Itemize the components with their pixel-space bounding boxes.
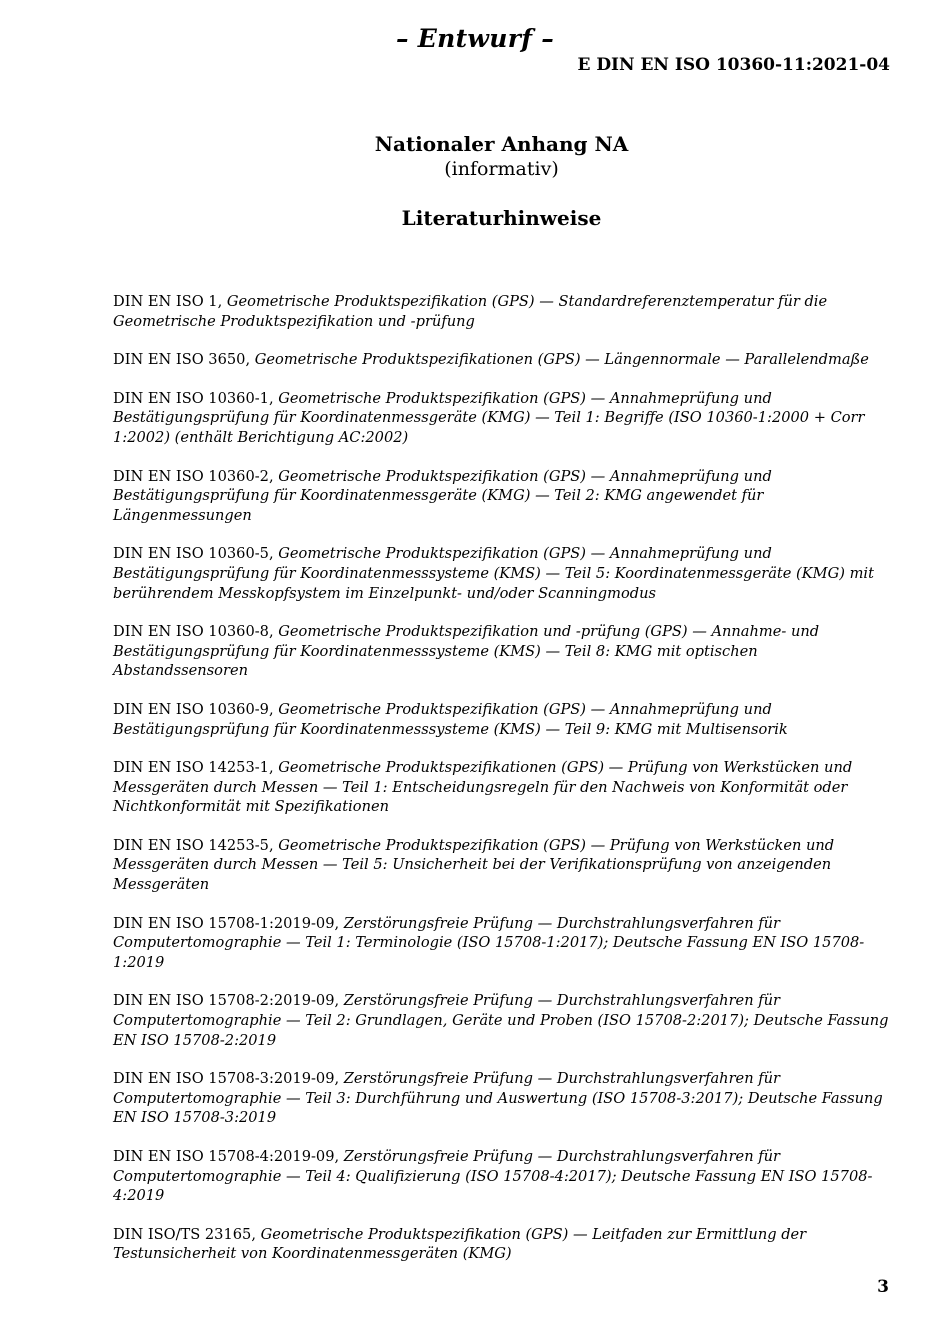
reference-designation: DIN EN ISO 10360-8,	[113, 623, 279, 641]
reference-designation: DIN EN ISO 10360-5,	[113, 545, 279, 563]
reference-designation: DIN EN ISO 10360-1,	[113, 389, 279, 407]
reference-designation: DIN EN ISO 15708-4:2019-09,	[113, 1148, 344, 1165]
reference-entry	[113, 1225, 893, 1264]
reference-title: Geometrische Produktspezifikation (GPS) — Annahmeprüfung und Bestätigungsprüfung für Koordinatenmesssysteme (KMS) — Teil 9: KMG mit Multisensorik	[113, 700, 788, 738]
reference-title: Zerstörungsfreie Prüfung — Durchstrahlungsverfahren für Computertomographie — Teil 3: Durchführung und Auswertung (ISO 15708-3:2017); Deutsche Fassung EN ISO 15708-3:2019	[113, 1070, 883, 1127]
reference-entry	[113, 292, 893, 331]
reference-entry	[113, 836, 893, 895]
reference-title: Zerstörungsfreie Prüfung — Durchstrahlungsverfahren für Computertomographie — Teil 2: Grundlagen, Geräte und Proben (ISO 15708-2:2017); Deutsche Fassung EN ISO 15708-2:2019	[113, 992, 889, 1049]
reference-designation: DIN EN ISO 15708-3:2019-09,	[113, 1070, 344, 1088]
reference-entry	[113, 544, 893, 603]
reference-entry	[113, 467, 893, 526]
reference-title: Geometrische Produktspezifikation (GPS) — Annahmeprüfung und Bestätigungsprüfung für Koordinatenmesssysteme (KMS) — Teil 5: Koordinatenmessgeräte (KMG) mit berührendem Messkopfsystem im Einzelpunkt- und/oder Scanningmodus	[113, 545, 874, 602]
reference-entry	[113, 758, 893, 817]
reference-entry	[113, 1069, 893, 1128]
reference-title: Zerstörungsfreie Prüfung — Durchstrahlungsverfahren für Computertomographie — Teil 1: Terminologie (ISO 15708-1:2017); Deutsche Fassung EN ISO 15708-1:2019	[113, 914, 865, 971]
reference-designation: DIN EN ISO 10360-2,	[113, 467, 279, 485]
draft-label: – Entwurf –	[395, 24, 555, 53]
reference-title: Zerstörungsfreie Prüfung — Durchstrahlungsverfahren für Computertomographie — Teil 4: Qualifizierung (ISO 15708-4:2017); Deutsche Fassung EN ISO 15708-4:2019	[113, 1148, 873, 1205]
reference-entry	[113, 700, 893, 739]
reference-entry	[113, 622, 893, 681]
document-id: E DIN EN ISO 10360-11:2021-04	[577, 55, 890, 75]
section-title: Literaturhinweise	[401, 206, 602, 230]
reference-title: Geometrische Produktspezifikation und -prüfung (GPS) — Annahme- und Bestätigungsprüfung für Koordinatenmesssysteme (KMS) — Teil 8: KMG mit optischen Abstandssensoren	[113, 623, 820, 680]
annex-subtitle: (informativ)	[444, 158, 559, 180]
reference-entry	[113, 350, 893, 370]
reference-designation: DIN EN ISO 10360-9,	[113, 700, 279, 718]
reference-title: Geometrische Produktspezifikation (GPS) — Leitfaden zur Ermittlung der Testunsicherheit von Koordinatenmessgeräten (KMG)	[113, 1225, 807, 1263]
reference-designation: DIN EN ISO 14253-1,	[113, 759, 279, 777]
reference-designation: DIN EN ISO 14253-5,	[113, 836, 279, 854]
annex-title: Nationaler Anhang NA	[374, 132, 629, 156]
reference-designation: DIN EN ISO 1,	[113, 293, 227, 310]
reference-title: Geometrische Produktspezifikation (GPS) — Prüfung von Werkstücken und Messgeräten durch Messen — Teil 5: Unsicherheit bei der Verifikationsprüfung von anzeigenden Messgeräten	[113, 836, 835, 894]
reference-designation: DIN EN ISO 3650,	[113, 351, 255, 369]
reference-entry	[113, 914, 893, 973]
reference-title: Geometrische Produktspezifikation (GPS) — Annahmeprüfung und Bestätigungsprüfung für Koordinatenmessgeräte (KMG) — Teil 2: KMG angewendet für Längenmessungen	[113, 467, 772, 524]
reference-entry	[113, 389, 893, 448]
reference-entry	[113, 991, 893, 1050]
reference-designation: DIN EN ISO 15708-1:2019-09,	[113, 914, 344, 932]
reference-title: Geometrische Produktspezifikation (GPS) — Annahmeprüfung und Bestätigungsprüfung für Koordinatenmessgeräte (KMG) — Teil 1: Begriffe (ISO 10360-1:2000 + Corr 1:2002) (enthält Berichtigung AC:2002)	[113, 389, 865, 446]
reference-designation: DIN EN ISO 15708-2:2019-09,	[113, 992, 344, 1010]
reference-designation: DIN ISO/TS 23165,	[113, 1225, 261, 1243]
reference-title: Geometrische Produktspezifikationen (GPS) — Längennormale — Parallelendmaße	[254, 351, 869, 369]
reference-title: Geometrische Produktspezifikation (GPS) — Standardreferenztemperatur für die Geometrische Produktspezifikation und -prüfung	[113, 293, 828, 330]
reference-entry	[113, 1147, 893, 1206]
reference-title: Geometrische Produktspezifikationen (GPS) — Prüfung von Werkstücken und Messgeräten durch Messen — Teil 1: Entscheidungsregeln für den Nachweis von Konformität oder Nichtkonformität mit Spezifikationen	[113, 759, 853, 816]
page-number: 3	[877, 1277, 889, 1297]
reference-list	[113, 292, 893, 1283]
